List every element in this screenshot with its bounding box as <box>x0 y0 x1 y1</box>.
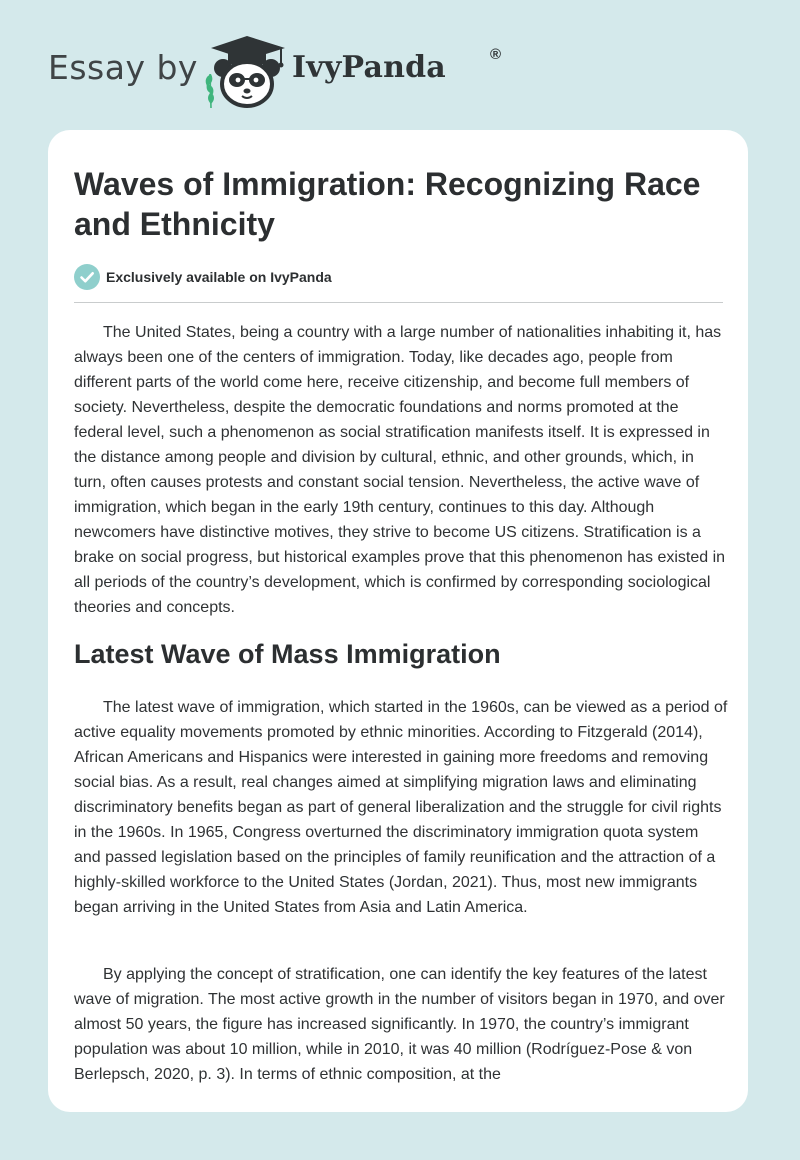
panda-graduate-logo-icon[interactable] <box>201 34 293 110</box>
divider <box>74 302 723 303</box>
site-header <box>48 34 528 114</box>
registered-mark: ® <box>490 46 502 63</box>
section-heading: Latest Wave of Mass Immigration <box>74 639 501 669</box>
section-paragraph: The latest wave of immigration, which started in the 1960s, can be viewed as a period of active equality movements promoted by ethnic minorities. According to Fitzgerald (2014), African Americans and Hispanics were interested in gaining more freedoms and removing social bias. As a result, real changes aimed at simplifying migration laws and eliminating discriminatory benefits began as part of general liberalization and the struggle for civil rights in the 1960s. In 1965, Congress overturned the discriminatory immigration quota system and passed legislation based on the principles of family reunification and the attraction of a highly-skilled workforce to the United States (Jordan, 2021). Thus, most new immigrants began arriving in the United States from Asia and Latin America. <box>74 699 728 916</box>
brand-name[interactable]: IvyPanda <box>292 50 446 85</box>
intro-paragraph: The United States, being a country with a large number of nationalities inhabiting it, has always been one of the centers of immigration. Today, like decades ago, people from different parts of the world come here, receive citizenship, and become full members of society. Nevertheless, despite the democratic foundations and norms promoted at the federal level, such a phenomenon as social stratification manifests itself. It is expressed in the distance among people and division by cultural, ethnic, and other grounds, which, in turn, often causes protests and constant social tension. Nevertheless, the active wave of immigration, which began in the early 19th century, continues to this day. Although newcomers have distinctive motives, they strive to become US citizens. Stratification is a brake on social progress, but historical examples prove that this phenomenon has existed in all periods of the country’s development, which is confirmed by corresponding sociological theories and concepts. <box>74 324 726 616</box>
badge-text: Exclusively available on IvyPanda <box>106 269 332 285</box>
essay-card <box>48 130 748 1112</box>
check-circle-icon <box>74 264 100 290</box>
section-paragraph: By applying the concept of stratification, one can identify the key features of the latest wave of migration. The most active growth in the number of visitors began in 1970, and over almost 50 years, the figure has increased significantly. In 1970, the country’s immigrant population was about 10 million, while in 2010, it was 40 million (Rodríguez-Pose & von Berlepsch, 2020, p. 3). In terms of ethnic composition, at the <box>74 966 725 1083</box>
page-title: Waves of Immigration: Recognizing Race and Ethnicity <box>74 166 701 242</box>
essay-by-label: Essay by <box>48 48 198 87</box>
